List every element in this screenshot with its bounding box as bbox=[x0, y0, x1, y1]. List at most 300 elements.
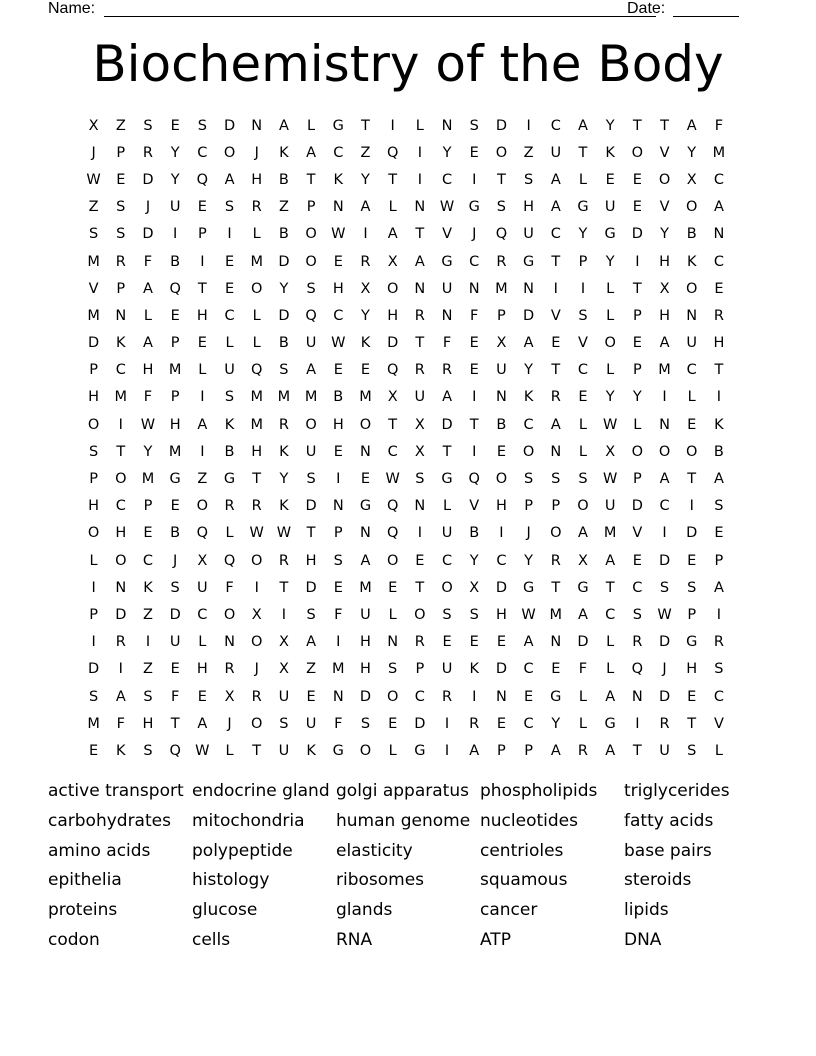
grid-letter: I bbox=[91, 634, 96, 651]
grid-letter: U bbox=[441, 525, 453, 542]
grid-letter: L bbox=[415, 117, 424, 134]
grid-letter: E bbox=[415, 552, 425, 569]
grid-letter: E bbox=[170, 117, 180, 134]
grid-letter: D bbox=[223, 117, 236, 134]
grid-letter: T bbox=[252, 471, 262, 488]
grid-letter: P bbox=[551, 498, 561, 515]
grid-letter: I bbox=[281, 606, 287, 623]
grid-letter: L bbox=[606, 634, 615, 651]
grid-letter: I bbox=[118, 416, 123, 433]
grid-letter: H bbox=[142, 715, 154, 732]
name-label: Name: bbox=[48, 0, 96, 17]
grid-letter: X bbox=[197, 552, 208, 569]
grid-letter: A bbox=[143, 335, 153, 352]
grid-letter: Q bbox=[386, 525, 399, 542]
date-blank-line bbox=[673, 16, 739, 17]
grid-letter: D bbox=[278, 253, 290, 270]
grid-letter: D bbox=[115, 606, 127, 623]
grid-letter: L bbox=[307, 117, 316, 134]
grid-letter: C bbox=[333, 144, 344, 161]
grid-letter: L bbox=[578, 171, 588, 188]
grid-letter: C bbox=[496, 552, 507, 569]
grid-letter: P bbox=[524, 742, 533, 759]
grid-letter: Z bbox=[143, 661, 153, 678]
grid-letter: D bbox=[88, 335, 100, 352]
grid-letter: E bbox=[170, 661, 180, 678]
grid-letter: B bbox=[170, 525, 181, 542]
grid-letter: Q bbox=[223, 552, 236, 569]
grid-letter: S bbox=[333, 552, 343, 569]
grid-letter: P bbox=[578, 253, 588, 270]
grid-letter: O bbox=[305, 226, 317, 243]
letter-grid bbox=[80, 112, 733, 765]
grid-letter: F bbox=[225, 579, 234, 596]
grid-letter: Z bbox=[306, 661, 317, 678]
word-bank-item: polypeptide bbox=[192, 840, 293, 861]
grid-letter: S bbox=[442, 606, 452, 623]
grid-letter: H bbox=[196, 661, 208, 678]
grid-letter: G bbox=[577, 579, 589, 596]
grid-letter: A bbox=[605, 742, 616, 759]
grid-letter: T bbox=[687, 471, 697, 488]
grid-letter: I bbox=[444, 742, 450, 759]
grid-letter: P bbox=[687, 606, 697, 623]
grid-letter: H bbox=[115, 525, 127, 542]
grid-letter: P bbox=[306, 199, 316, 216]
grid-letter: R bbox=[251, 199, 262, 216]
grid-letter: I bbox=[91, 579, 96, 596]
grid-letter: I bbox=[227, 226, 232, 243]
grid-letter: A bbox=[686, 117, 697, 134]
grid-letter: D bbox=[495, 117, 507, 134]
grid-letter: H bbox=[196, 307, 208, 324]
grid-letter: L bbox=[252, 226, 261, 243]
grid-letter: N bbox=[414, 199, 426, 216]
grid-letter: B bbox=[278, 226, 289, 243]
grid-letter: N bbox=[332, 688, 344, 705]
grid-letter: H bbox=[88, 389, 100, 406]
grid-letter: D bbox=[631, 498, 643, 515]
grid-letter: M bbox=[603, 525, 617, 542]
grid-letter: M bbox=[549, 606, 563, 623]
grid-letter: D bbox=[88, 661, 100, 678]
grid-letter: B bbox=[333, 389, 344, 406]
grid-letter: F bbox=[714, 117, 724, 134]
word-bank bbox=[48, 778, 768, 957]
grid-letter: W bbox=[195, 742, 210, 759]
grid-letter: T bbox=[442, 443, 452, 460]
grid-letter: A bbox=[442, 389, 452, 406]
grid-letter: T bbox=[551, 253, 561, 270]
grid-letter: C bbox=[659, 498, 670, 515]
grid-letter: A bbox=[550, 199, 561, 216]
grid-letter: N bbox=[550, 443, 562, 460]
grid-letter: I bbox=[635, 253, 640, 270]
grid-letter: U bbox=[441, 280, 453, 297]
grid-letter: M bbox=[277, 389, 291, 406]
grid-letter: D bbox=[387, 335, 399, 352]
grid-letter: K bbox=[523, 389, 534, 406]
grid-letter: U bbox=[604, 199, 616, 216]
grid-letter: S bbox=[523, 171, 534, 188]
grid-letter: N bbox=[659, 416, 670, 433]
grid-letter: T bbox=[687, 715, 697, 732]
grid-letter: G bbox=[359, 498, 372, 515]
grid-letter: C bbox=[387, 443, 398, 460]
grid-letter: U bbox=[305, 335, 317, 352]
grid-letter: S bbox=[496, 199, 507, 216]
grid-letter: A bbox=[605, 552, 616, 569]
word-bank-item: cells bbox=[192, 929, 231, 950]
grid-letter: L bbox=[606, 362, 615, 379]
grid-letter: E bbox=[687, 688, 697, 705]
grid-letter: N bbox=[332, 199, 344, 216]
grid-letter: N bbox=[414, 280, 426, 297]
grid-letter: P bbox=[197, 226, 207, 243]
word-bank-item: histology bbox=[192, 870, 270, 891]
grid-letter: F bbox=[143, 389, 153, 406]
grid-letter: A bbox=[578, 525, 588, 542]
grid-letter: U bbox=[169, 634, 181, 651]
grid-letter: G bbox=[604, 226, 616, 243]
grid-letter: A bbox=[197, 715, 208, 732]
grid-letter: S bbox=[469, 117, 479, 134]
grid-letter: C bbox=[224, 307, 235, 324]
grid-letter: R bbox=[496, 253, 507, 270]
grid-letter: O bbox=[686, 280, 698, 297]
grid-letter: G bbox=[550, 688, 562, 705]
grid-letter: H bbox=[88, 498, 100, 515]
grid-letter: R bbox=[713, 307, 724, 324]
grid-letter: N bbox=[713, 226, 725, 243]
grid-letter: Q bbox=[196, 171, 209, 188]
grid-letter: J bbox=[526, 525, 531, 542]
grid-letter: O bbox=[386, 688, 399, 705]
grid-letter: S bbox=[88, 443, 99, 460]
grid-letter: C bbox=[523, 715, 534, 732]
grid-letter: R bbox=[278, 552, 289, 569]
grid-letter: E bbox=[143, 525, 153, 542]
grid-letter: S bbox=[578, 307, 588, 324]
grid-letter: U bbox=[169, 199, 181, 216]
grid-letter: I bbox=[689, 498, 694, 515]
grid-letter: Y bbox=[170, 144, 180, 161]
grid-letter: R bbox=[414, 362, 425, 379]
grid-letter: P bbox=[116, 144, 126, 161]
grid-letter: E bbox=[333, 579, 343, 596]
grid-letter: Z bbox=[115, 117, 126, 134]
grid-letter: D bbox=[577, 634, 589, 651]
grid-letter: O bbox=[196, 498, 209, 515]
grid-letter: T bbox=[388, 171, 398, 188]
grid-letter: Q bbox=[251, 362, 263, 379]
grid-letter: U bbox=[197, 579, 208, 596]
word-bank-item: proteins bbox=[48, 900, 118, 921]
grid-letter: S bbox=[415, 471, 425, 488]
grid-letter: P bbox=[89, 471, 98, 488]
grid-letter: H bbox=[495, 606, 507, 623]
grid-letter: C bbox=[577, 362, 589, 379]
grid-letter: P bbox=[497, 307, 506, 324]
grid-letter: I bbox=[363, 226, 368, 243]
grid-letter: Y bbox=[578, 226, 588, 243]
grid-letter: S bbox=[659, 579, 670, 596]
grid-letter: U bbox=[604, 498, 616, 515]
grid-letter: T bbox=[197, 280, 207, 297]
grid-letter: N bbox=[441, 117, 453, 134]
grid-letter: I bbox=[336, 471, 341, 488]
grid-letter: D bbox=[631, 226, 643, 243]
grid-letter: H bbox=[251, 171, 263, 188]
grid-letter: K bbox=[279, 144, 289, 161]
grid-letter: R bbox=[360, 253, 371, 270]
grid-letter: T bbox=[660, 117, 669, 134]
grid-letter: M bbox=[114, 389, 128, 406]
grid-letter: A bbox=[197, 416, 208, 433]
grid-letter: G bbox=[332, 742, 344, 759]
grid-letter: T bbox=[632, 117, 642, 134]
grid-letter: O bbox=[223, 144, 236, 161]
grid-letter: V bbox=[469, 498, 480, 515]
grid-letter: L bbox=[225, 335, 234, 352]
grid-letter: O bbox=[550, 525, 562, 542]
grid-letter: I bbox=[472, 171, 477, 188]
grid-letter: C bbox=[686, 362, 697, 379]
grid-letter: P bbox=[415, 661, 425, 678]
grid-letter: A bbox=[523, 335, 534, 352]
grid-letter: Z bbox=[360, 144, 371, 161]
grid-letter: E bbox=[89, 742, 99, 759]
grid-letter: G bbox=[223, 471, 236, 488]
grid-letter: J bbox=[227, 715, 232, 732]
grid-letter: M bbox=[141, 471, 155, 488]
grid-letter: V bbox=[442, 226, 452, 243]
grid-letter: R bbox=[469, 715, 480, 732]
grid-letter: R bbox=[224, 661, 235, 678]
grid-letter: T bbox=[632, 742, 642, 759]
grid-letter: A bbox=[659, 335, 670, 352]
grid-letter: M bbox=[250, 389, 263, 406]
grid-letter: O bbox=[441, 579, 453, 596]
grid-letter: B bbox=[278, 171, 289, 188]
grid-letter: I bbox=[173, 226, 178, 243]
grid-letter: V bbox=[659, 144, 670, 161]
grid-letter: S bbox=[687, 579, 697, 596]
grid-letter: X bbox=[578, 552, 588, 569]
grid-letter: I bbox=[580, 280, 586, 297]
grid-letter: D bbox=[441, 416, 453, 433]
grid-letter: H bbox=[387, 307, 399, 324]
grid-letter: W bbox=[521, 606, 536, 623]
grid-letter: I bbox=[390, 117, 395, 134]
grid-letter: T bbox=[551, 362, 561, 379]
grid-letter: K bbox=[714, 416, 724, 433]
grid-letter: O bbox=[359, 416, 372, 433]
grid-letter: U bbox=[441, 661, 453, 678]
grid-letter: S bbox=[687, 742, 697, 759]
grid-letter: M bbox=[250, 253, 263, 270]
grid-letter: Q bbox=[386, 144, 399, 161]
word-bank-item: squamous bbox=[480, 870, 568, 891]
grid-letter: N bbox=[387, 634, 399, 651]
grid-letter: E bbox=[496, 634, 506, 651]
grid-letter: O bbox=[251, 715, 263, 732]
grid-letter: A bbox=[360, 552, 371, 569]
grid-letter: Y bbox=[687, 144, 697, 161]
word-bank-item: base pairs bbox=[624, 840, 712, 861]
grid-letter: E bbox=[496, 443, 506, 460]
grid-letter: L bbox=[89, 552, 98, 569]
grid-letter: C bbox=[197, 144, 208, 161]
grid-letter: S bbox=[88, 688, 99, 705]
grid-letter: G bbox=[686, 634, 698, 651]
grid-letter: X bbox=[686, 171, 697, 188]
grid-letter: C bbox=[441, 552, 453, 569]
grid-letter: Y bbox=[605, 253, 615, 270]
word-bank-item: carbohydrates bbox=[48, 810, 171, 831]
word-bank-item: elasticity bbox=[336, 840, 413, 861]
grid-letter: W bbox=[385, 471, 400, 488]
grid-letter: S bbox=[551, 471, 561, 488]
word-bank-item: codon bbox=[48, 929, 100, 950]
grid-letter: R bbox=[713, 634, 724, 651]
grid-letter: X bbox=[414, 443, 425, 460]
grid-letter: Y bbox=[660, 226, 669, 243]
grid-letter: A bbox=[306, 362, 317, 379]
word-bank-item: phospholipids bbox=[480, 781, 598, 801]
grid-letter: P bbox=[170, 335, 180, 352]
grid-letter: L bbox=[633, 416, 642, 433]
grid-letter: C bbox=[550, 117, 561, 134]
grid-letter: E bbox=[224, 253, 235, 270]
grid-letter: V bbox=[659, 199, 670, 216]
grid-letter: I bbox=[200, 389, 205, 406]
grid-letter: E bbox=[360, 471, 371, 488]
grid-letter: B bbox=[278, 335, 289, 352]
grid-letter: A bbox=[578, 606, 588, 623]
word-bank-item: mitochondria bbox=[192, 810, 305, 831]
grid-letter: C bbox=[115, 498, 126, 515]
grid-letter: L bbox=[198, 362, 207, 379]
grid-letter: O bbox=[251, 634, 263, 651]
grid-letter: S bbox=[306, 280, 316, 297]
grid-letter: N bbox=[495, 389, 507, 406]
grid-letter: E bbox=[524, 688, 534, 705]
grid-letter: O bbox=[414, 606, 426, 623]
grid-letter: O bbox=[87, 525, 100, 542]
grid-letter: J bbox=[173, 552, 178, 569]
grid-letter: N bbox=[360, 443, 371, 460]
grid-letter: B bbox=[469, 525, 480, 542]
grid-letter: J bbox=[472, 226, 477, 243]
grid-letter: P bbox=[497, 742, 506, 759]
grid-letter: L bbox=[198, 634, 207, 651]
grid-letter: D bbox=[305, 579, 317, 596]
grid-letter: E bbox=[469, 634, 479, 651]
grid-letter: R bbox=[414, 634, 425, 651]
grid-letter: I bbox=[200, 253, 205, 270]
grid-letter: P bbox=[333, 525, 343, 542]
grid-letter: H bbox=[686, 661, 698, 678]
grid-letter: P bbox=[116, 280, 126, 297]
grid-letter: E bbox=[496, 715, 506, 732]
grid-letter: D bbox=[658, 552, 671, 569]
grid-letter: A bbox=[578, 117, 588, 134]
grid-letter: L bbox=[225, 525, 234, 542]
grid-letter: I bbox=[662, 389, 667, 406]
grid-letter: M bbox=[304, 389, 318, 406]
grid-letter: D bbox=[495, 579, 507, 596]
page-title: Biochemistry of the Body bbox=[92, 35, 724, 93]
grid-letter: P bbox=[143, 498, 153, 515]
grid-letter: R bbox=[550, 389, 561, 406]
grid-letter: E bbox=[197, 688, 207, 705]
grid-letter: E bbox=[469, 335, 479, 352]
grid-letter: Q bbox=[305, 307, 317, 324]
grid-letter: S bbox=[116, 199, 126, 216]
grid-letter: K bbox=[116, 742, 126, 759]
grid-letter: E bbox=[388, 715, 398, 732]
grid-letter: L bbox=[252, 307, 261, 324]
grid-letter: K bbox=[605, 144, 615, 161]
grid-letter: N bbox=[251, 117, 263, 134]
grid-letter: L bbox=[388, 606, 397, 623]
grid-letter: N bbox=[631, 688, 643, 705]
word-bank-item: ribosomes bbox=[336, 870, 425, 891]
grid-letter: E bbox=[306, 688, 316, 705]
grid-letter: X bbox=[387, 389, 398, 406]
grid-letter: E bbox=[551, 661, 561, 678]
grid-letter: A bbox=[550, 416, 561, 433]
grid-letter: S bbox=[170, 579, 180, 596]
grid-letter: R bbox=[414, 307, 425, 324]
grid-letter: U bbox=[305, 443, 317, 460]
grid-letter: E bbox=[578, 389, 588, 406]
grid-letter: S bbox=[197, 117, 207, 134]
grid-letter: X bbox=[88, 117, 99, 134]
grid-letter: K bbox=[333, 171, 344, 188]
grid-letter: M bbox=[359, 579, 372, 596]
grid-letter: D bbox=[414, 715, 426, 732]
grid-letter: Q bbox=[631, 661, 644, 678]
grid-letter: U bbox=[278, 742, 290, 759]
grid-letter: X bbox=[469, 579, 480, 596]
grid-letter: H bbox=[169, 416, 181, 433]
grid-letter: S bbox=[116, 226, 126, 243]
grid-letter: S bbox=[279, 362, 289, 379]
word-bank-item: lipids bbox=[624, 900, 669, 921]
grid-letter: Z bbox=[523, 144, 534, 161]
grid-letter: J bbox=[662, 661, 667, 678]
grid-letter: T bbox=[116, 443, 126, 460]
grid-letter: I bbox=[417, 525, 422, 542]
grid-letter: M bbox=[168, 443, 182, 460]
grid-letter: E bbox=[197, 199, 207, 216]
grid-letter: S bbox=[279, 715, 289, 732]
grid-letter: R bbox=[115, 253, 126, 270]
grid-letter: X bbox=[496, 335, 507, 352]
grid-letter: S bbox=[714, 498, 724, 515]
grid-letter: W bbox=[86, 171, 101, 188]
grid-letter: O bbox=[495, 144, 508, 161]
grid-letter: Y bbox=[632, 389, 642, 406]
grid-letter: X bbox=[387, 253, 398, 270]
grid-letter: K bbox=[686, 253, 697, 270]
grid-letter: I bbox=[254, 579, 259, 596]
grid-letter: Q bbox=[169, 742, 181, 759]
grid-letter: B bbox=[713, 443, 724, 460]
grid-letter: S bbox=[224, 389, 235, 406]
